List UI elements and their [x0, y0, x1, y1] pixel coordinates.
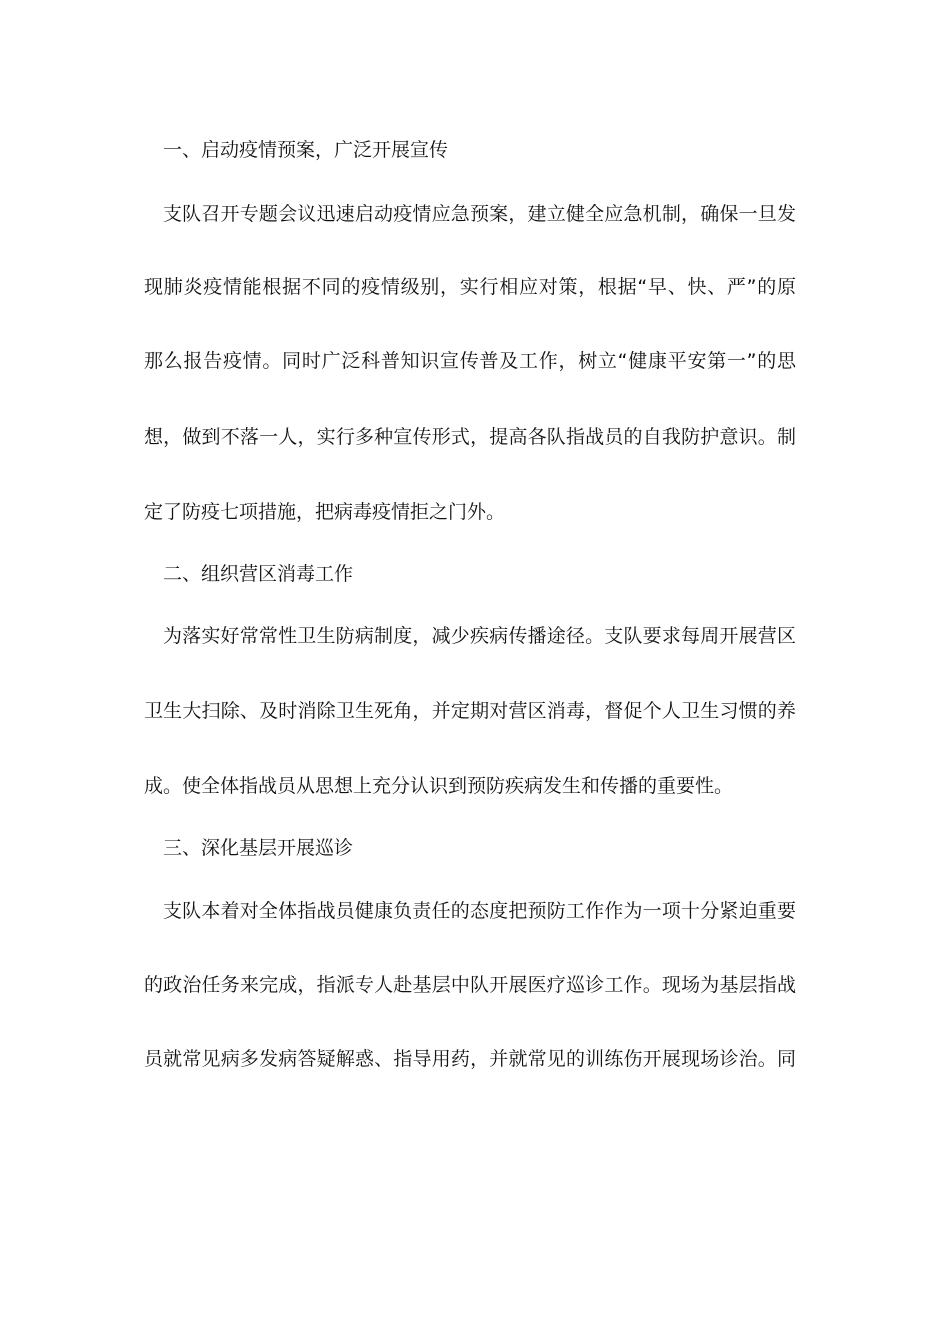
paragraph-line: 支队召开专题会议迅速启动疫情应急预案，建立健全应急机制，确保一旦发 — [163, 203, 796, 225]
paragraph-line: 那么报告疫情。同时广泛科普知识宣传普及工作，树立“健康平安第一”的思 — [144, 350, 796, 372]
paragraph-line: 现肺炎疫情能根据不同的疫情级别，实行相应对策，根据“早、快、严”的原 — [144, 276, 796, 298]
paragraph-line: 想，做到不落一人，实行多种宣传形式，提高各队指战员的自我防护意识。制 — [144, 426, 796, 448]
section-heading: 一、启动疫情预案，广泛开展宣传 — [163, 139, 449, 161]
section-heading: 三、深化基层开展巡诊 — [163, 837, 354, 859]
paragraph-line: 的政治任务来完成，指派专人赴基层中队开展医疗巡诊工作。现场为基层指战 — [144, 974, 796, 996]
paragraph-line: 支队本着对全体指战员健康负责任的态度把预防工作作为一项十分紧迫重要 — [163, 900, 796, 922]
section-heading: 二、组织营区消毒工作 — [163, 563, 354, 585]
paragraph-line: 卫生大扫除、及时消除卫生死角，并定期对营区消毒，督促个人卫生习惯的养 — [144, 700, 796, 722]
paragraph-line: 为落实好常常性卫生防病制度，减少疾病传播途径。支队要求每周开展营区 — [163, 625, 796, 647]
paragraph-line: 定了防疫七项措施，把病毒疫情拒之门外。 — [144, 501, 506, 523]
paragraph-line: 成。使全体指战员从思想上充分认识到预防疾病发生和传播的重要性。 — [144, 775, 734, 797]
paragraph-line: 员就常见病多发病答疑解惑、指导用药，并就常见的训练伤开展现场诊治。同 — [144, 1048, 796, 1070]
